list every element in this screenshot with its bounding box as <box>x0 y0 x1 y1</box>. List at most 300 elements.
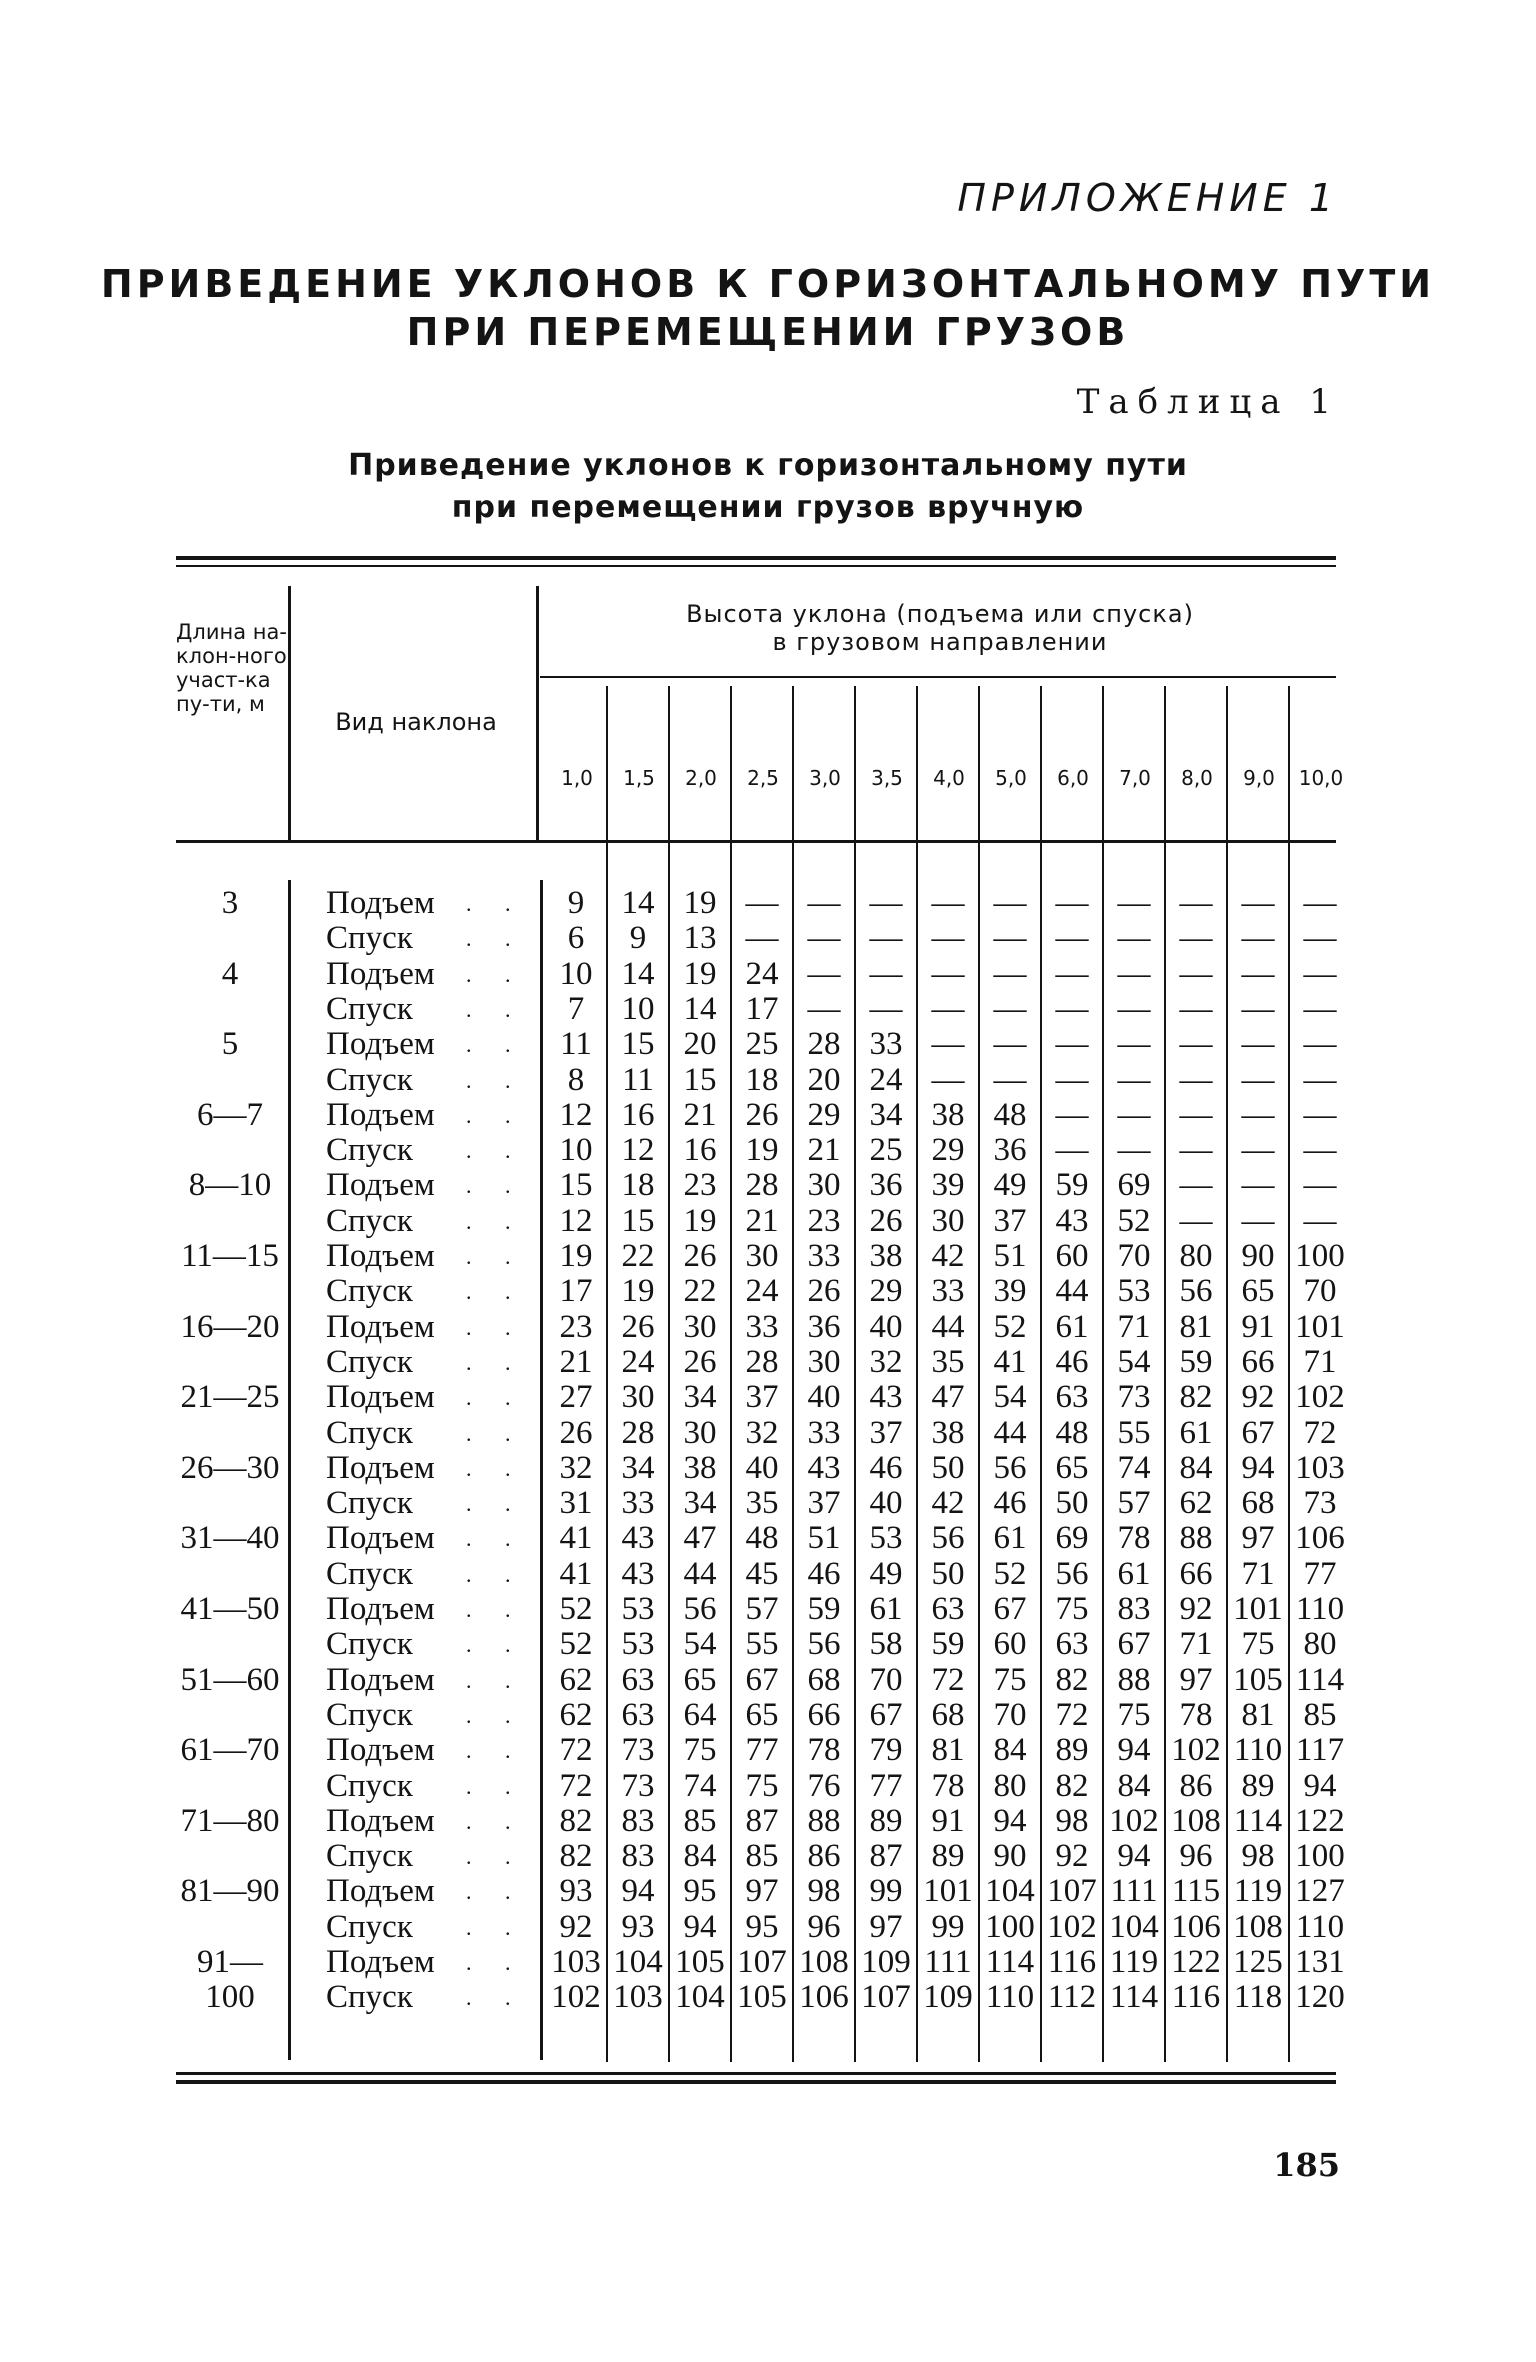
value-cell: — <box>1241 1096 1275 1133</box>
value-cell: 48 <box>993 1096 1027 1133</box>
value-cell: 30 <box>621 1379 655 1416</box>
value-cell: 96 <box>1179 1838 1213 1875</box>
table-row <box>0 886 1536 921</box>
value-cell: 102 <box>1047 1908 1097 1945</box>
value-cell: 32 <box>559 1449 593 1486</box>
slope-type-cell: Подъем <box>326 1449 435 1486</box>
value-cell: 71 <box>1117 1308 1151 1345</box>
value-cell: 33 <box>807 1414 841 1451</box>
value-cell: 92 <box>1241 1379 1275 1416</box>
slope-type-cell: Подъем <box>326 1661 435 1698</box>
value-cell: 81 <box>1179 1308 1213 1345</box>
value-cell: — <box>869 955 903 992</box>
value-cell: 91 <box>1241 1308 1275 1345</box>
value-cell: 66 <box>1179 1555 1213 1592</box>
value-cell: 73 <box>1303 1485 1337 1522</box>
leader-dots: . . <box>466 1067 525 1093</box>
leader-dots: . . <box>466 1561 525 1587</box>
slope-type-column-header: Вид наклона <box>335 708 497 736</box>
value-cell: 44 <box>931 1308 965 1345</box>
value-cell: 42 <box>931 1485 965 1522</box>
value-cell: — <box>1303 1167 1337 1204</box>
value-cell: 36 <box>807 1308 841 1345</box>
value-cell: 36 <box>869 1167 903 1204</box>
value-cell: 67 <box>993 1591 1027 1627</box>
value-cell: 67 <box>1241 1414 1275 1451</box>
value-cell: — <box>1055 955 1089 992</box>
value-cell: 18 <box>621 1167 655 1204</box>
value-cell: 29 <box>807 1096 841 1133</box>
height-column-header: 4,0 <box>933 766 965 790</box>
value-cell: — <box>1179 955 1213 992</box>
value-cell: 51 <box>993 1238 1027 1274</box>
value-cell: — <box>1179 1167 1213 1204</box>
value-cell: 88 <box>1117 1661 1151 1698</box>
value-cell: — <box>807 955 841 992</box>
slope-type-cell: Спуск <box>326 1202 413 1239</box>
value-cell: 10 <box>559 955 593 992</box>
table-row <box>0 1133 1536 1168</box>
value-cell: 15 <box>621 1026 655 1063</box>
value-cell: 54 <box>993 1379 1027 1416</box>
value-cell: 63 <box>1055 1379 1089 1416</box>
value-cell: 41 <box>559 1520 593 1557</box>
value-cell: 34 <box>683 1485 717 1522</box>
value-cell: 104 <box>675 1979 725 2016</box>
value-cell: 22 <box>683 1273 717 1310</box>
value-cell: 21 <box>807 1132 841 1169</box>
table-row <box>0 1804 1536 1839</box>
value-cell: 38 <box>683 1449 717 1486</box>
slope-type-cell: Подъем <box>326 1873 435 1910</box>
value-cell: 71 <box>1179 1626 1213 1663</box>
leader-dots: . . <box>466 1420 525 1446</box>
height-column-header: 7,0 <box>1119 766 1151 790</box>
value-cell: 102 <box>1171 1732 1221 1769</box>
value-cell: 12 <box>559 1096 593 1133</box>
value-cell: 58 <box>869 1626 903 1663</box>
value-cell: — <box>1179 1096 1213 1133</box>
slope-type-cell: Подъем <box>326 1308 435 1345</box>
value-cell: 67 <box>745 1661 779 1698</box>
value-cell: 65 <box>745 1696 779 1733</box>
leader-dots: . . <box>466 1667 525 1693</box>
value-cell: — <box>931 920 965 957</box>
value-cell: 83 <box>1117 1591 1151 1627</box>
slope-type-cell: Спуск <box>326 1555 413 1592</box>
value-cell: 103 <box>613 1979 663 2016</box>
value-cell: 34 <box>683 1379 717 1416</box>
value-cell: — <box>931 1026 965 1063</box>
value-cell: 44 <box>683 1555 717 1592</box>
value-cell: — <box>1117 920 1151 957</box>
value-cell: 40 <box>869 1308 903 1345</box>
length-column-header: Длина на-клон-ного участ-ка пу-ти, м <box>176 620 287 716</box>
leader-dots: . . <box>466 1597 525 1622</box>
value-cell: 56 <box>931 1520 965 1557</box>
value-cell: — <box>1117 990 1151 1027</box>
value-cell: 84 <box>1179 1449 1213 1486</box>
table-row <box>0 1380 1536 1415</box>
value-cell: 9 <box>567 885 585 921</box>
value-cell: 55 <box>1117 1414 1151 1451</box>
value-cell: — <box>1241 1132 1275 1169</box>
value-cell: 81 <box>931 1732 965 1769</box>
table-row <box>0 1239 1536 1274</box>
value-cell: — <box>1303 1202 1337 1239</box>
value-cell: — <box>993 920 1027 957</box>
slope-type-cell: Подъем <box>326 1732 435 1769</box>
value-cell: — <box>1117 885 1151 921</box>
value-cell: 53 <box>621 1626 655 1663</box>
length-cell: 91— <box>197 1944 263 1980</box>
table-row <box>0 1274 1536 1309</box>
value-cell: 60 <box>993 1626 1027 1663</box>
value-cell: — <box>1303 1096 1337 1133</box>
value-cell: — <box>993 955 1027 992</box>
value-cell: — <box>931 990 965 1027</box>
table-row <box>0 1168 1536 1203</box>
value-cell: 12 <box>559 1202 593 1239</box>
table-row <box>0 1310 1536 1345</box>
value-cell: 23 <box>559 1308 593 1345</box>
value-cell: 67 <box>1117 1626 1151 1663</box>
leader-dots: . . <box>466 1879 525 1905</box>
value-cell: 63 <box>621 1661 655 1698</box>
slope-type-cell: Подъем <box>326 955 435 992</box>
value-cell: 52 <box>559 1591 593 1627</box>
value-cell: 40 <box>869 1485 903 1522</box>
value-cell: 26 <box>869 1202 903 1239</box>
value-cell: 94 <box>993 1802 1027 1839</box>
value-cell: — <box>931 1061 965 1098</box>
value-cell: 21 <box>559 1343 593 1380</box>
value-cell: 59 <box>931 1626 965 1663</box>
value-cell: — <box>1179 1132 1213 1169</box>
value-cell: 53 <box>621 1591 655 1627</box>
value-cell: 75 <box>1117 1696 1151 1733</box>
slope-type-cell: Спуск <box>326 1485 413 1522</box>
value-cell: — <box>1179 1061 1213 1098</box>
height-group-header <box>560 600 1320 656</box>
value-cell: 80 <box>1303 1626 1337 1663</box>
value-cell: 127 <box>1295 1873 1345 1910</box>
value-cell: 34 <box>621 1449 655 1486</box>
table-row <box>0 1769 1536 1804</box>
value-cell: 72 <box>1303 1414 1337 1451</box>
value-cell: 110 <box>1295 1591 1345 1627</box>
slope-type-cell: Подъем <box>326 1026 435 1063</box>
value-cell: 110 <box>985 1979 1035 2016</box>
value-cell: 120 <box>1295 1979 1345 2016</box>
value-cell: 51 <box>807 1520 841 1557</box>
table-top-rule-thin <box>176 565 1336 567</box>
height-column-header: 10,0 <box>1298 766 1344 790</box>
length-cell: 11—15 <box>181 1238 279 1274</box>
value-cell: 27 <box>559 1379 593 1416</box>
height-group-header-line-1: Высота уклона (подъема или спуска) <box>686 600 1194 628</box>
value-cell: 77 <box>869 1767 903 1804</box>
value-cell: — <box>993 885 1027 921</box>
value-cell: 68 <box>807 1661 841 1698</box>
value-cell: 69 <box>1117 1167 1151 1204</box>
value-cell: 103 <box>1295 1449 1345 1486</box>
table-row <box>0 992 1536 1027</box>
value-cell: 116 <box>1171 1979 1221 2016</box>
page-number: 185 <box>1273 2146 1340 2184</box>
slope-type-cell: Спуск <box>326 1979 413 2016</box>
value-cell: 80 <box>993 1767 1027 1804</box>
value-cell: 75 <box>993 1661 1027 1698</box>
height-column-header: 6,0 <box>1057 766 1089 790</box>
value-cell: 111 <box>924 1944 972 1980</box>
value-cell: 7 <box>567 990 585 1027</box>
value-cell: — <box>745 920 779 957</box>
leader-dots: . . <box>466 1314 525 1340</box>
value-cell: 72 <box>1055 1696 1089 1733</box>
table-row <box>0 1945 1536 1980</box>
value-cell: 26 <box>683 1343 717 1380</box>
value-cell: 108 <box>1233 1908 1283 1945</box>
value-cell: 68 <box>1241 1485 1275 1522</box>
height-column-header: 5,0 <box>995 766 1027 790</box>
value-cell: 17 <box>745 990 779 1027</box>
value-cell: 52 <box>993 1308 1027 1345</box>
value-cell: 65 <box>683 1661 717 1698</box>
table-row <box>0 1733 1536 1768</box>
slope-type-cell: Подъем <box>326 885 435 921</box>
value-cell: 74 <box>1117 1449 1151 1486</box>
value-cell: 39 <box>931 1167 965 1204</box>
value-cell: 106 <box>799 1979 849 2016</box>
slope-type-cell: Подъем <box>326 1379 435 1416</box>
value-cell: 39 <box>993 1273 1027 1310</box>
value-cell: 78 <box>1179 1696 1213 1733</box>
leader-dots: . . <box>466 1773 525 1799</box>
value-cell: 81 <box>1241 1696 1275 1733</box>
value-cell: 28 <box>621 1414 655 1451</box>
slope-type-cell: Спуск <box>326 1132 413 1169</box>
value-cell: 61 <box>1117 1555 1151 1592</box>
value-cell: 93 <box>559 1873 593 1910</box>
value-cell: 122 <box>1171 1944 1221 1980</box>
value-cell: — <box>807 920 841 957</box>
leader-dots: . . <box>466 1138 525 1164</box>
length-cell: 81—90 <box>180 1873 280 1910</box>
value-cell: 107 <box>1047 1873 1097 1910</box>
value-cell: — <box>1241 885 1275 921</box>
value-cell: — <box>807 990 841 1027</box>
value-cell: 46 <box>869 1449 903 1486</box>
value-cell: 40 <box>745 1449 779 1486</box>
slope-type-cell: Спуск <box>326 1273 413 1310</box>
value-cell: — <box>1179 1026 1213 1063</box>
col-divider-1-header <box>288 586 291 842</box>
value-cell: 67 <box>869 1696 903 1733</box>
value-cell: 48 <box>1055 1414 1089 1451</box>
value-cell: 28 <box>745 1167 779 1204</box>
value-cell: 75 <box>1241 1626 1275 1663</box>
value-cell: 26 <box>559 1414 593 1451</box>
table-row <box>0 1204 1536 1239</box>
col-divider-2-header <box>536 586 539 842</box>
table-row <box>0 1910 1536 1945</box>
value-cell: 77 <box>745 1732 779 1769</box>
value-cell: 29 <box>931 1132 965 1169</box>
value-cell: 75 <box>1055 1591 1089 1627</box>
leader-dots: . . <box>466 1808 525 1834</box>
value-cell: 86 <box>807 1838 841 1875</box>
length-cell: 26—30 <box>180 1449 280 1486</box>
value-cell: 111 <box>1110 1873 1158 1910</box>
value-cell: 61 <box>1055 1308 1089 1345</box>
value-cell: 82 <box>559 1802 593 1839</box>
value-cell: — <box>1055 1061 1089 1098</box>
leader-dots: . . <box>466 1102 525 1128</box>
table-row <box>0 921 1536 956</box>
value-cell: 30 <box>807 1167 841 1204</box>
value-cell: 97 <box>745 1873 779 1910</box>
value-cell: 114 <box>1295 1661 1345 1698</box>
value-cell: 103 <box>551 1944 601 1980</box>
leader-dots: . . <box>466 1632 525 1658</box>
value-cell: 73 <box>1117 1379 1151 1416</box>
table-row <box>0 1486 1536 1521</box>
value-cell: — <box>1117 955 1151 992</box>
value-cell: 10 <box>559 1132 593 1169</box>
value-cell: 37 <box>869 1414 903 1451</box>
value-cell: 82 <box>1055 1767 1089 1804</box>
value-cell: 26 <box>745 1096 779 1133</box>
slope-type-cell: Подъем <box>326 1167 435 1204</box>
length-cell: 100 <box>205 1979 255 2016</box>
value-cell: 108 <box>799 1944 849 1980</box>
value-cell: 19 <box>621 1273 655 1310</box>
table-row <box>0 1839 1536 1874</box>
value-cell: 10 <box>621 990 655 1027</box>
value-cell: 37 <box>993 1202 1027 1239</box>
value-cell: 131 <box>1295 1944 1345 1980</box>
slope-type-cell: Спуск <box>326 920 413 957</box>
value-cell: 15 <box>683 1061 717 1098</box>
value-cell: — <box>1179 920 1213 957</box>
value-cell: 78 <box>1117 1520 1151 1557</box>
height-column-header: 1,0 <box>561 766 593 790</box>
value-cell: 14 <box>621 955 655 992</box>
value-cell: 43 <box>807 1449 841 1486</box>
value-cell: 75 <box>683 1732 717 1769</box>
leader-dots: . . <box>466 1914 525 1940</box>
value-cell: 97 <box>1179 1661 1213 1698</box>
height-column-header: 3,0 <box>809 766 841 790</box>
value-cell: 66 <box>807 1696 841 1733</box>
value-cell: 73 <box>621 1767 655 1804</box>
value-cell: — <box>1179 1202 1213 1239</box>
value-cell: 85 <box>745 1838 779 1875</box>
table-row <box>0 1063 1536 1098</box>
value-cell: 83 <box>621 1838 655 1875</box>
value-cell: 24 <box>621 1343 655 1380</box>
value-cell: 32 <box>745 1414 779 1451</box>
value-cell: 19 <box>683 955 717 992</box>
value-cell: 59 <box>1055 1167 1089 1204</box>
value-cell: 20 <box>807 1061 841 1098</box>
value-cell: 84 <box>1117 1767 1151 1804</box>
value-cell: 101 <box>1295 1308 1345 1345</box>
leader-dots: . . <box>466 1702 525 1728</box>
value-cell: 61 <box>869 1591 903 1627</box>
value-cell: 44 <box>1055 1273 1089 1310</box>
value-cell: 64 <box>683 1696 717 1733</box>
value-cell: 32 <box>869 1343 903 1380</box>
table-caption-line-2: при перемещении грузов вручную <box>451 490 1085 525</box>
value-cell: 24 <box>745 955 779 992</box>
value-cell: 43 <box>621 1520 655 1557</box>
value-cell: 38 <box>931 1414 965 1451</box>
value-cell: 52 <box>993 1555 1027 1592</box>
value-cell: 14 <box>621 885 655 921</box>
value-cell: 125 <box>1233 1944 1283 1980</box>
length-cell: 5 <box>221 1026 239 1063</box>
value-cell: 37 <box>807 1485 841 1522</box>
value-cell: 35 <box>931 1343 965 1380</box>
value-cell: 61 <box>993 1520 1027 1557</box>
value-cell: 43 <box>1055 1202 1089 1239</box>
leader-dots: . . <box>466 996 525 1022</box>
leader-dots: . . <box>466 1526 525 1552</box>
value-cell: 99 <box>931 1908 965 1945</box>
value-cell: 33 <box>931 1273 965 1310</box>
page-title-line-2: ПРИ ПЕРЕМЕЩЕНИИ ГРУЗОВ <box>406 310 1130 354</box>
value-cell: 24 <box>869 1061 903 1098</box>
value-cell: — <box>1055 990 1089 1027</box>
value-cell: 84 <box>993 1732 1027 1769</box>
value-cell: — <box>745 885 779 921</box>
leader-dots: . . <box>466 1950 525 1975</box>
value-cell: 63 <box>1055 1626 1089 1663</box>
value-cell: 43 <box>869 1379 903 1416</box>
table-row <box>0 1345 1536 1380</box>
header-bottom-rule <box>176 840 1336 843</box>
table-row <box>0 1521 1536 1556</box>
length-cell: 71—80 <box>180 1802 280 1839</box>
value-cell: 83 <box>621 1802 655 1839</box>
table-row <box>0 957 1536 992</box>
value-cell: 80 <box>1179 1238 1213 1274</box>
value-cell: 21 <box>745 1202 779 1239</box>
value-cell: — <box>1055 920 1089 957</box>
height-column-header: 8,0 <box>1181 766 1213 790</box>
table-row <box>0 1874 1536 1909</box>
value-cell: 68 <box>931 1696 965 1733</box>
value-cell: 94 <box>621 1873 655 1910</box>
value-cell: 94 <box>683 1908 717 1945</box>
value-cell: 13 <box>683 920 717 957</box>
height-column-header: 3,5 <box>871 766 903 790</box>
value-cell: 63 <box>931 1591 965 1627</box>
value-cell: 19 <box>683 1202 717 1239</box>
value-cell: 70 <box>993 1696 1027 1733</box>
value-cell: 54 <box>683 1626 717 1663</box>
value-cell: — <box>869 885 903 921</box>
value-cell: 102 <box>551 1979 601 2016</box>
value-cell: 57 <box>745 1591 779 1627</box>
value-cell: 116 <box>1047 1944 1097 1980</box>
value-cell: 91 <box>931 1802 965 1839</box>
value-cell: 105 <box>737 1979 787 2016</box>
value-cell: 28 <box>807 1026 841 1063</box>
slope-type-cell: Спуск <box>326 1343 413 1380</box>
